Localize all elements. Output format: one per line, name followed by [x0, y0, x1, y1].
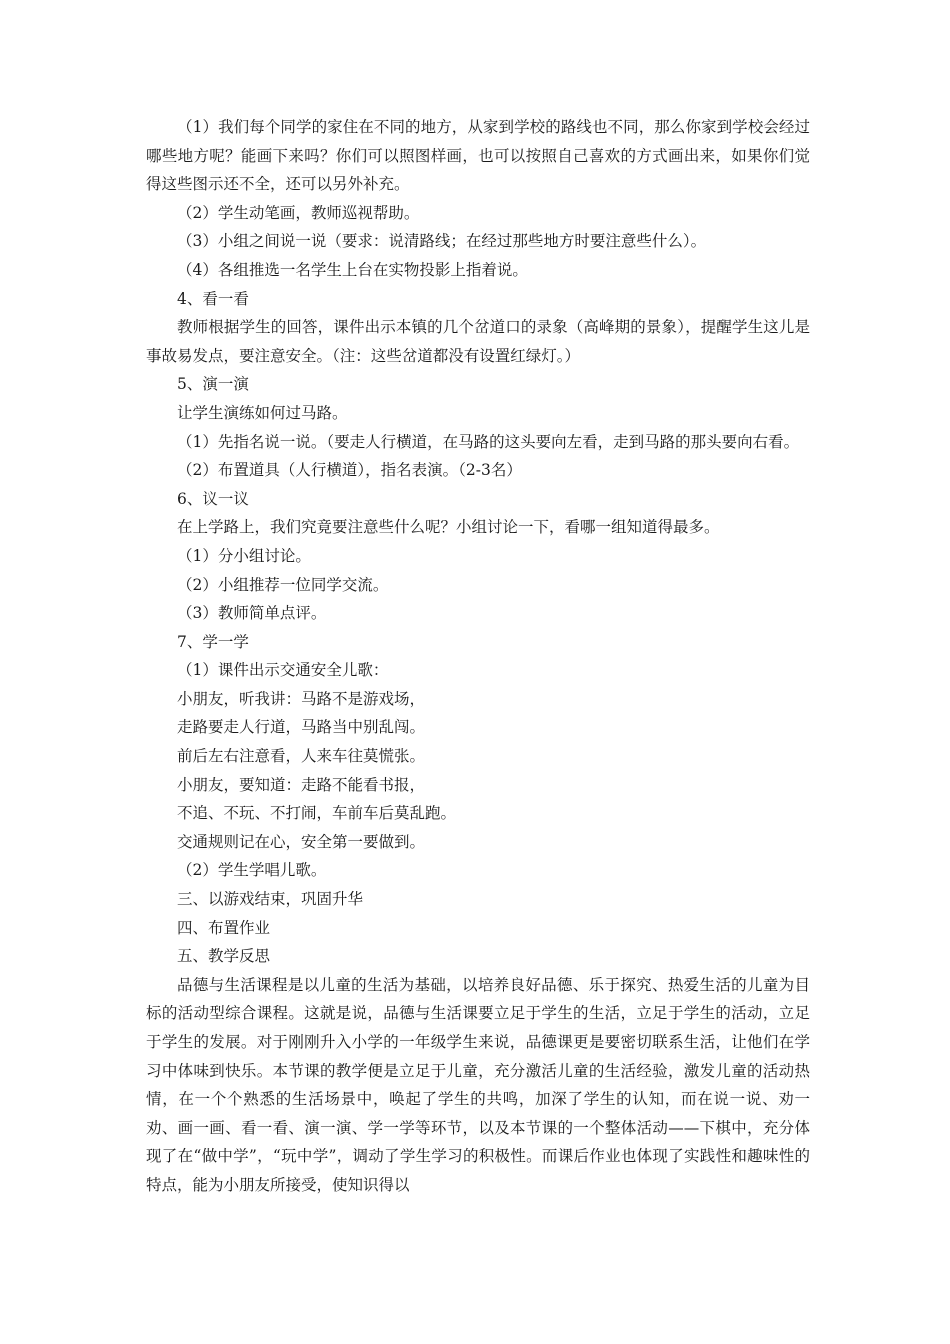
- paragraph-say-first: （1）先指名说一说。（要走人行横道，在马路的这头要向左看，走到马路的那头要向右看。: [177, 432, 800, 451]
- paragraph-students-draw: （2）学生动笔画，教师巡视帮助。: [177, 203, 420, 222]
- heading-section-5: 五、教学反思: [177, 947, 271, 966]
- song-line-6: 交通规则记在心，安全第一要做到。: [177, 832, 426, 851]
- heading-discuss: 6、议一议: [177, 489, 249, 508]
- heading-learn: 7、学一学: [177, 632, 249, 651]
- paragraph-group-present: （4）各组推选一名学生上台在实物投影上指着说。: [177, 260, 528, 279]
- paragraph-draw-route: （1）我们每个同学的家住在不同的地方，从家到学校的路线也不同，那么你家到学校会经过哪些地方呢？能画下来吗？你们可以照图样画，也可以按照自己喜欢的方式画出来，如果你们觉得这些图示还不全，还可以另外补充。: [146, 118, 810, 194]
- paragraph-group-recommend: （2）小组推荐一位同学交流。: [177, 575, 389, 594]
- paragraph-reflection: 品德与生活课程是以儿童的生活为基础，以培养良好品德、乐于探究、热爱生活的儿童为目标的活动型综合课程。这就是说，品德与生活课要立足于学生的生活，立足于学生的活动，立足于学生的发展。对于刚刚升入小学的一年级学生来说，品德课更是要密切联系生活，让他们在学习中体味到快乐。本节课的教学便是立足于儿童，充分激活儿童的生活经验，激发儿童的活动热情，在一个个熟悉的生活场景中，唤起了学生的共鸣，加深了学生的认知，而在说一说、劝一劝、画一画、看一看、演一演、学一学等环节，以及本节课的一个整体活动——下棋中，充分体现了在“做中学”，“玩中学”，调动了学生学习的积极性。而课后作业也体现了实践性和趣味性的特点，能为小朋友所接受，使知识得以: [146, 975, 810, 1194]
- paragraph-discussion-question: 在上学路上，我们究竟要注意些什么呢？小组讨论一下，看哪一组知道得最多。: [177, 518, 720, 537]
- song-line-1: 小朋友，听我讲：马路不是游戏场，: [177, 689, 426, 708]
- paragraph-show-song: （1）课件出示交通安全儿歌：: [177, 661, 389, 680]
- song-line-3: 前后左右注意看，人来车往莫慌张。: [177, 747, 426, 766]
- paragraph-props-perform: （2）布置道具（人行横道），指名表演。（2-3名）: [177, 461, 522, 480]
- song-line-2: 走路要走人行道，马路当中别乱闯。: [177, 718, 426, 737]
- song-line-4: 小朋友，要知道：走路不能看书报，: [177, 775, 426, 794]
- song-line-5: 不追、不玩、不打闹，车前车后莫乱跑。: [177, 804, 457, 823]
- paragraph-sing-song: （2）学生学唱儿歌。: [177, 861, 327, 880]
- paragraph-practice-crossing: 让学生演练如何过马路。: [177, 403, 348, 422]
- paragraph-group-discuss: （1）分小组讨论。: [177, 546, 311, 565]
- heading-section-3: 三、以游戏结束，巩固升华: [177, 890, 364, 909]
- paragraph-group-talk: （3）小组之间说一说（要求：说清路线；在经过那些地方时要注意些什么）。: [177, 232, 707, 251]
- paragraph-video-crossroads: 教师根据学生的回答，课件出示本镇的几个岔道口的录象（高峰期的景象），提醒学生这儿是事故易发点，要注意安全。（注：这些岔道都没有设置红绿灯。）: [146, 318, 810, 365]
- document-body: [146, 113, 810, 1200]
- heading-section-4: 四、布置作业: [177, 918, 271, 937]
- paragraph-teacher-comment: （3）教师简单点评。: [177, 604, 327, 623]
- heading-act: 5、演一演: [177, 375, 249, 394]
- heading-look: 4、看一看: [177, 289, 249, 308]
